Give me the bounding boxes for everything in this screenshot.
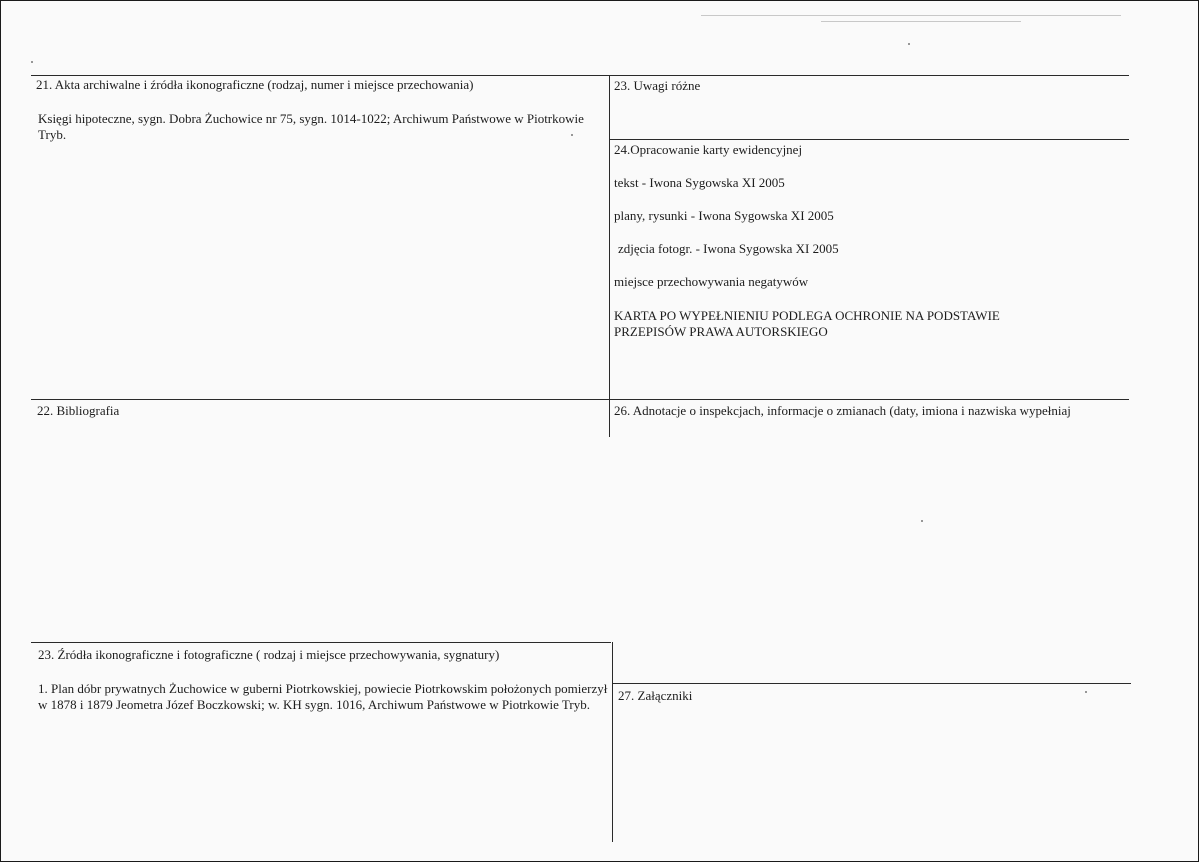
section-24-tekst: tekst - Iwona Sygowska XI 2005 <box>614 175 785 190</box>
section-27-heading: 27. Załączniki <box>618 688 693 703</box>
rule-mid-left <box>31 399 609 400</box>
scan-speck <box>908 43 910 45</box>
scan-speck <box>31 61 33 63</box>
section-24-notice: KARTA PO WYPEŁNIENIU PODLEGA OCHRONIE NA PODSTAWIE PRZEPISÓW PRAWA AUTORSKIEGO <box>614 308 1000 339</box>
scan-speck <box>921 520 923 522</box>
scan-speck <box>1085 691 1087 693</box>
section-23-left-heading: 23. Źródła ikonograficzne i fotograficzne ( rodzaj i miejsce przechowywania, sygnatury) <box>38 647 500 662</box>
section-24-heading: 24.Opracowanie karty ewidencyjnej <box>614 142 803 157</box>
rule-mid-right <box>609 399 1129 400</box>
rule-27-right <box>613 683 1131 684</box>
rule-24-top <box>609 139 1129 140</box>
scan-edge-mark <box>821 21 1021 22</box>
section-21-body: Księgi hipoteczne, sygn. Dobra Żuchowice nr 75, sygn. 1014-1022; Archiwum Państwowe w Piotrkowie Tryb. <box>38 111 584 142</box>
section-22-heading: 22. Bibliografia <box>37 403 120 418</box>
scan-edge-mark <box>701 15 1121 16</box>
rule-top-left <box>31 75 609 76</box>
section-24-negatywy: miejsce przechowywania negatywów <box>614 274 809 289</box>
column-divider-upper <box>609 75 610 437</box>
section-26-heading: 26. Adnotacje o inspekcjach, informacje o zmianach (daty, imiona i nazwiska wypełniaj <box>614 403 1071 418</box>
section-21-heading: 21. Akta archiwalne i źródła ikonograficzne (rodzaj, numer i miejsce przechowania) <box>36 77 474 92</box>
section-24-plany: plany, rysunki - Iwona Sygowska XI 2005 <box>614 208 834 223</box>
section-24-zdjecia: zdjęcia fotogr. - Iwona Sygowska XI 2005 <box>618 241 839 256</box>
column-divider-lower <box>612 642 613 842</box>
rule-top-right <box>609 75 1129 76</box>
section-23-right-heading: 23. Uwagi różne <box>614 78 701 93</box>
rule-23-left <box>31 642 611 643</box>
section-23-left-body: 1. Plan dóbr prywatnych Żuchowice w guberni Piotrkowskiej, powiecie Piotrkowskim położonych pomierzył w 1878 i 1879 Jeometra Józef Boczkowski; w. KH sygn. 1016, Archiwum Państwowe w Piotrkowie Tryb. <box>38 681 608 712</box>
